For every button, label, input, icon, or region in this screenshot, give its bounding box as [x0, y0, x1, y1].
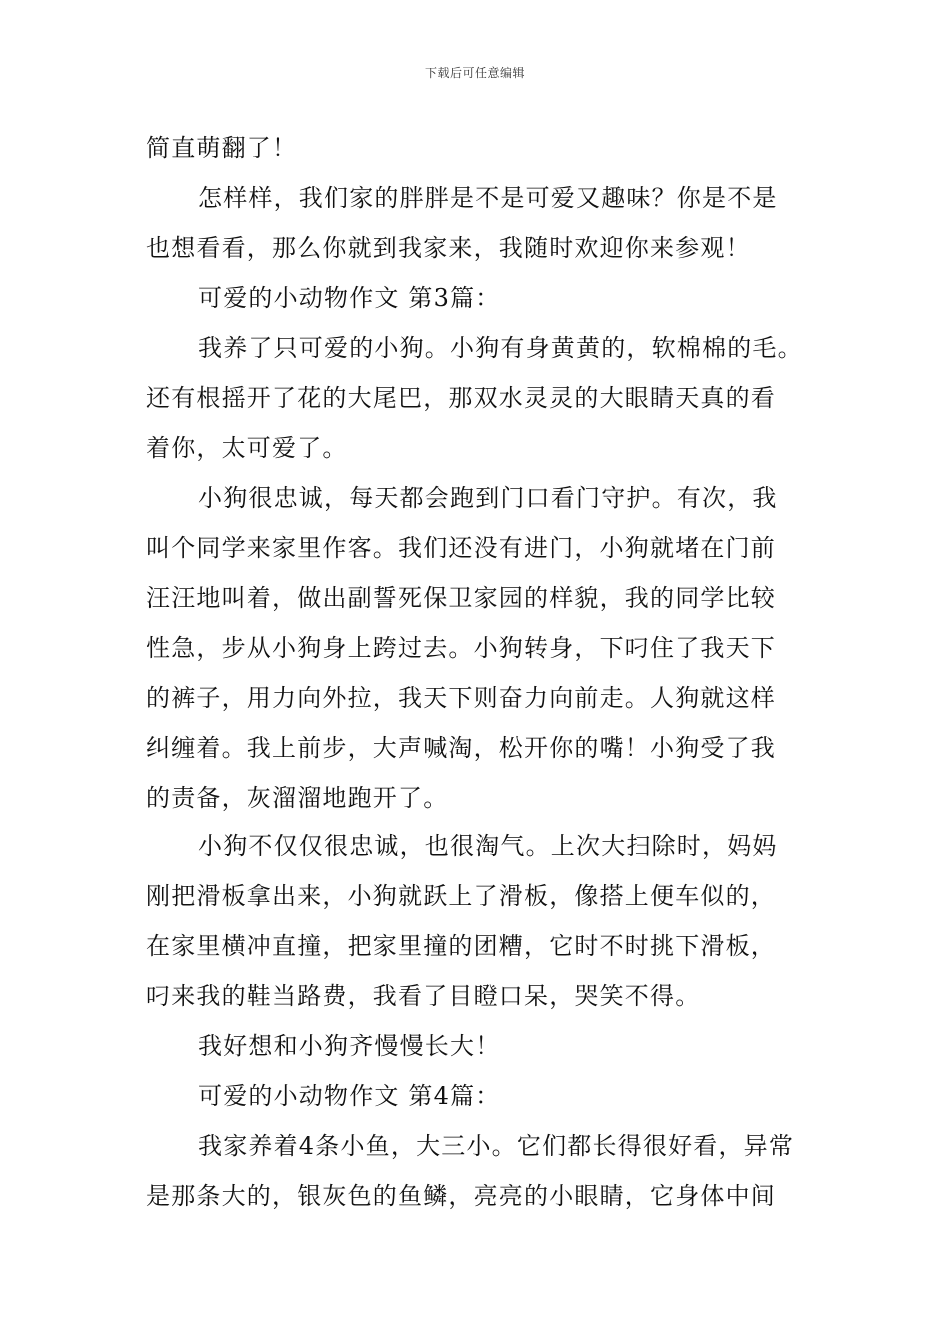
text-line: 在家里横冲直撞，把家里撞的团糟，它时不时挑下滑板，	[146, 932, 776, 960]
text-line: 的责备，灰溜溜地跑开了。	[146, 784, 449, 812]
page-header: 下载后可任意编辑	[424, 66, 525, 80]
text-line: 叼来我的鞋当路费，我看了目瞪口呆，哭笑不得。	[146, 982, 701, 1010]
text-line: 我养了只可爱的小狗。小狗有身黄黄的，软棉棉的毛。	[198, 334, 803, 362]
section-heading: 可爱的小动物作文 第3篇：	[198, 284, 501, 312]
text-line: 纠缠着。我上前步，大声喊淘，松开你的嘴！小狗受了我	[146, 734, 776, 762]
text-line: 是那条大的，银灰色的鱼鳞，亮亮的小眼睛，它身体中间	[146, 1182, 776, 1210]
text-line: 汪汪地叫着，做出副誓死保卫家园的样貌，我的同学比较	[146, 584, 776, 612]
text-line: 我家养着4条小鱼，大三小。它们都长得很好看，异常	[198, 1132, 795, 1160]
text-line: 也想看看，那么你就到我家来，我随时欢迎你来参观！	[146, 234, 751, 262]
text-line: 怎样样，我们家的胖胖是不是可爱又趣味？你是不是	[198, 184, 778, 212]
section-heading: 可爱的小动物作文 第4篇：	[198, 1082, 501, 1110]
text-line: 刚把滑板拿出来，小狗就跃上了滑板，像搭上便车似的，	[146, 882, 776, 910]
text-line: 小狗不仅仅很忠诚，也很淘气。上次大扫除时，妈妈	[198, 832, 778, 860]
text-line: 叫个同学来家里作客。我们还没有进门，小狗就堵在门前	[146, 534, 776, 562]
text-line: 性急，步从小狗身上跨过去。小狗转身，下叼住了我天下	[146, 634, 776, 662]
text-line: 简直萌翻了！	[146, 134, 298, 162]
text-line: 我好想和小狗齐慢慢长大！	[198, 1032, 501, 1060]
text-line: 的裤子，用力向外拉，我天下则奋力向前走。人狗就这样	[146, 684, 776, 712]
text-line: 小狗很忠诚，每天都会跑到门口看门守护。有次，我	[198, 484, 778, 512]
text-line: 着你，太可爱了。	[146, 434, 348, 462]
text-line: 还有根摇开了花的大尾巴，那双水灵灵的大眼睛天真的看	[146, 384, 776, 412]
